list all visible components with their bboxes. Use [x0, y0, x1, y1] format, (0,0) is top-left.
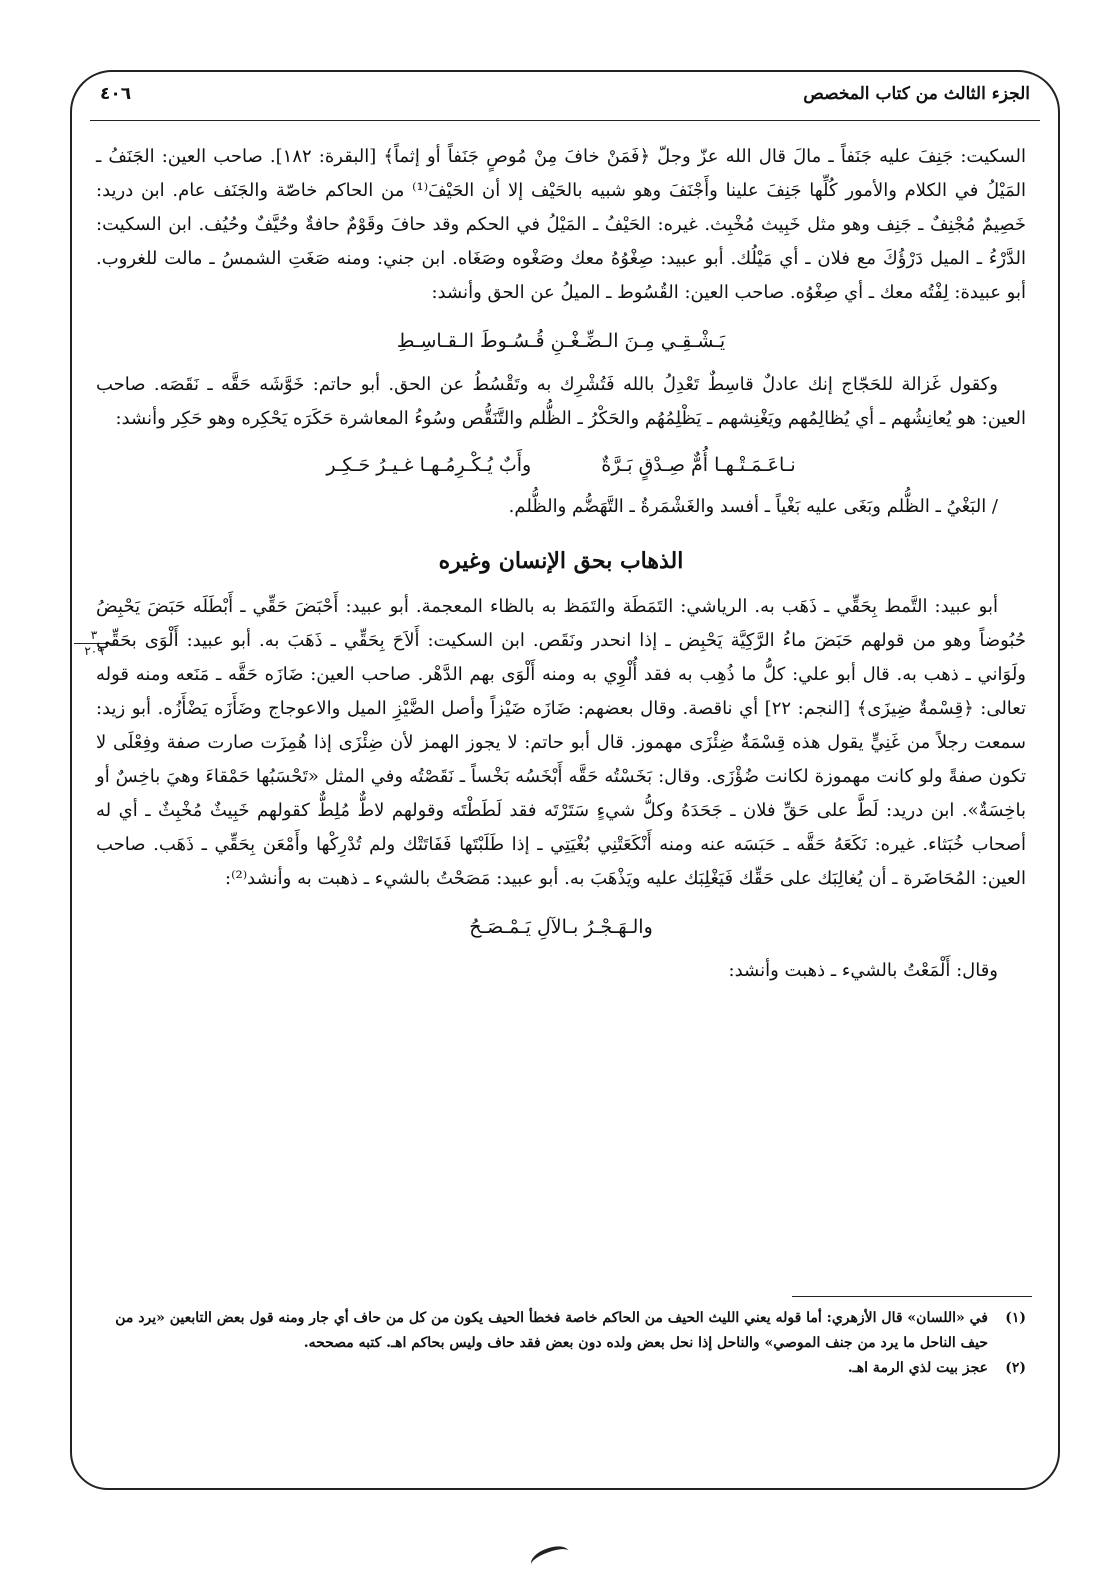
footnote-text: عجز بيت لذي الرمة اهـ. [847, 1360, 988, 1376]
footnote-number: (٢) [1005, 1360, 1026, 1376]
footnote-text: في «اللسان» قال الأزهري: أما قوله يعني الليث الحيف من الحاكم خاصة فخطأ الحيف يكون من كل من حاف أي جار ومنه قول بعض التابعين «يرد من حيف الناحل ما يرد من جنف الموصي» والناحل إذا نحل بعض ولده دون بعض فقد حاف وليس بحاكم اهـ. كتبه مصححه. [115, 1310, 988, 1351]
footnote-number: (١) [1005, 1310, 1026, 1326]
header-rule [90, 120, 1040, 121]
footnotes [96, 1306, 1026, 1381]
verse-2 [96, 448, 1026, 482]
paragraph-1: السكيت: جَنِفَ عليه جَنَفاً ـ مالَ قال الله عزّ وجلّ ﴿فَمَنْ خافَ مِنْ مُوصٍ جَنَفاً أو إثماً﴾ [البقرة: ١٨٢]. صاحب العين: الجَنَفُ ـ المَيْلُ في الكلام والأمور كُلِّها جَنِفَ علينا وأَجْنَفَ وهو شبيه بالحَيْف إلا أن الحَيْفَ⁽¹⁾ من الحاكم خاصّة والجَنَف عام. ابن دريد: خَصِيمٌ مُجْنِفٌ ـ جَنِف وهو مثل خَبِيث مُخْبِث. غيره: الحَيْفُ ـ المَيْلُ في الحكم وقد حافَ وقَوْمٌ حافةٌ وحُيَّفٌ وحُيُف. ابن السكيت: الدَّرْءُ ـ الميل دَرْؤُكَ مع فلان ـ أي مَيْلُك. أبو عبيد: صِغْوُهُ معك وصَغْوه وصَغَاه. ابن جني: ومنه صَغَتِ الشمسُ ـ مالت للغروب. أبو عبيدة: لِفْتُه معك ـ أي صِغْوُه. صاحب العين: القُسُوط ـ الميلُ عن الحق وأنشد: [96, 146, 1027, 303]
section-heading: الذهاب بحق الإنسان وغيره [438, 548, 684, 574]
verse-3: والـهَـجْـرُ بـالآلِ يَـمْـصَـحُ [469, 916, 653, 938]
paragraph-4: أبو عبيد: التَّمط بِحَقِّي ـ ذَهَب به. الرياشي: التَمَطَة والتَمَظ به بالظاء المعجمة. أبو عبيد: أَحْبَضَ حَقِّي ـ أَبْطَلَه حَبَضَ يَحْبِضُ حُبُوضاً وهو من قولهم حَبَضَ ماءُ الرَّكِيَّة يَحْبِض ـ إذا انحدر ونَقَص. ابن السكيت: أَلاَحَ بِحَقِّي ـ ذَهَبَ به. أبو عبيد: أَلْوَى بحَقِّي ولَوَاني ـ ذهب به. قال أبو علي: كلُّ ما ذُهِب به فقد أُلْوِي به ومنه أَلْوَى بهم الدَّهْر. صاحب العين: ضَازَه حَقَّه ـ مَنَعه ومنه قوله تعالى: ﴿قِسْمةٌ ضِيزَى﴾ [النجم: ٢٢] أي ناقصة. وقال بعضهم: ضَازَه ضَيْزاً وأصل الضَّيْزِ الميل والاعوجاج وضَأَزَه يَضْأَزُه. أبو زيد: سمعت رجلاً من غَنِيٍّ يقول هذه قِسْمَةٌ ضِئْزَى مهموز. قال أبو حاتم: لا يجوز الهمز لأن ضِئْزَى إذا هُمِزَت صارت صفة وفِعْلَى لا تكون صفةً ولو كانت مهموزة لكانت ضُؤْزَى. وقال: بَخَسْتُه حَقَّه أَبْخَسُه بَخْساً ـ نَقَصْتُه وفي المثل «تَحْسَبُها حَمْقاءَ وهيَ باخِسٌ أو باخِسَةٌ». ابن دريد: لَطَّ على حَقِّ فلان ـ جَحَدَهُ وكلُّ شيءٍ سَتَرْتَه فقد لَطَطْتَه وقولهم لاطٌّ مُلِطٌّ كقولهم خَبِيثٌ مُخْبِثٌ ـ أي له أصحاب خُبَثاء. غيره: نَكَعَهُ حَقَّه ـ حَبَسَه عنه ومنه أَنْكَعَتْنِي بُغْيَتِي ـ إذا طَلَبْتَها فَفَاتَتْك ولم تُدْرِكْها وأَمْعَن بِحَقِّي ـ ذَهَب. صاحب العين: المُحَاضَرة ـ أن يُغالِبَك على حَقِّك فَيَغْلِبَك عليه ويَذْهَبَ به. أبو عبيد: مَصَحْتُ بالشيء ـ ذهبت به وأنشد⁽²⁾: [96, 596, 1026, 889]
margin-ref-top: ٣ [74, 628, 114, 644]
paragraph-5: وقال: أَلْمَعْتُ بالشيء ـ ذهبت وأنشد: [728, 960, 998, 981]
page-header [90, 80, 1040, 114]
paragraph-3: / البَغْيُ ـ الظُّلم وبَغَى عليه بَغْياً ـ أفسد والغَشْمَرةُ ـ التَّهَضُّم والظُّلم. [508, 496, 998, 517]
footnote-1 [96, 1306, 1026, 1356]
running-title: الجزء الثالث من كتاب المخصص [803, 84, 1030, 104]
verse-2-first-hemistich: نـاعَـمَـتْـهـا أُمٌّ صِـدْقٍ بَـرَّةٌ [601, 454, 796, 476]
paragraph-2: وكقول غَزالة للحَجّاج إنك عادلٌ قاسِطٌ تَعْدِلُ بالله فَتُشْرِك به وتَقْسُطُ عن الحق. أبو حاتم: خَوَّشَه حَقَّه ـ نَقَصَه. صاحب العين: هو يُعانِشُهم ـ أي يُظالِمُهم ويَغْنِشهم ـ يَظْلِمُهُم والحَكْرُ ـ الظُّلم والتَّنَقُّص وسُوءُ المعاشرة حَكَرَه يَحْكِره وهو حَكِر وأنشد: [96, 374, 1026, 429]
verse-1: يَـشْـقِـي مِـنَ الـضِّـغْـنِ قُـسُـوطَ الـقـاسِـطِ [396, 330, 726, 352]
main-text [96, 140, 1026, 988]
margin-ref-bottom: ٢٠٩ [84, 644, 104, 658]
footnote-2 [96, 1356, 1026, 1381]
footnote-rule [792, 1296, 1032, 1297]
page-number: ٤٠٦ [100, 84, 132, 104]
verse-2-second-hemistich: وأَبٌ يُـكْـرِمُـهـا غـيـرُ حَـكِـر [326, 454, 532, 476]
scan-mark [528, 1542, 572, 1574]
